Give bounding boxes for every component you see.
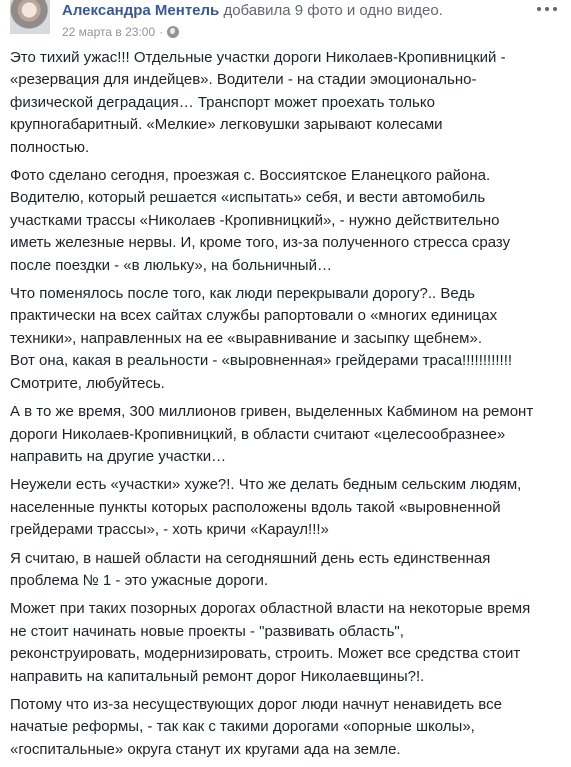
post-text-line: Потому что из-за несуществующих дорог люди начнут ненавидеть все xyxy=(10,695,502,713)
post-text-line: участками трассы «Николаев -Кропивницкий», - нужно действительно xyxy=(10,211,500,229)
post-paragraph xyxy=(10,694,558,761)
post-text-line: «госпитальные» округа станут их кругами ада на земле. xyxy=(10,740,401,758)
post-text-line: практически на всех сайтах службы рапортовали о «многих единицах xyxy=(10,307,498,325)
post-text-line: иметь железные нервы. И, кроме того, из-за полученного стресса сразу xyxy=(10,234,511,252)
post-text-line: крупногабаритный. «Мелкие» легковушки зарывают колесами xyxy=(10,116,443,134)
post-text-line: грейдерами трассы», - хоть кричи «Караул!!!» xyxy=(10,521,329,539)
post-text-line: техники», направленных на ее «выравнивание и засыпку щебнем». xyxy=(10,329,482,347)
post-paragraph xyxy=(10,598,558,688)
post-text-line: Неужели есть «участки» хуже?!. Что же делать бедным сельским людям, xyxy=(10,476,522,494)
post-text-line: Я считаю, в нашей области на сегодняшний день есть единственная xyxy=(10,549,491,567)
post-text-line: Смотрите, любуйтесь. xyxy=(10,374,165,392)
post-text xyxy=(10,47,558,767)
post-text-line: Фото сделано сегодня, проезжая с. Воссиятское Еланецкого района. xyxy=(10,167,491,185)
avatar[interactable] xyxy=(10,0,50,34)
author-name-link[interactable]: Александра Ментель xyxy=(62,2,220,19)
post-text-line: Что поменялось после того, как люди перекрывали дорогу?.. Ведь xyxy=(10,285,475,303)
post-text-line: А в то же время, 300 миллионов гривен, выделенных Кабмином на ремонт xyxy=(10,403,534,421)
post-text-line: направить на другие участки… xyxy=(10,447,227,465)
post-text-line: реконструировать, модернизировать, строить. Может все средства стоит xyxy=(10,645,521,663)
post-text-line: населенные пункты которых расположены вдоль такой «выровненной xyxy=(10,498,501,516)
post-paragraph xyxy=(10,548,558,593)
post-meta xyxy=(62,24,531,40)
post-text-line: «резервация для индейцев». Водители - на стадии эмоционально- xyxy=(10,71,477,89)
post-text-line: Водителю, который решается «испытать» себя, и вести автомобиль xyxy=(10,189,486,207)
post-text-line: направить на капитальный ремонт дорог Николаевщины?!. xyxy=(10,667,425,685)
author-line xyxy=(62,2,531,20)
post-text-line: Вот она, какая в реальности - «выровненная» грейдерами трасa!!!!!!!!!!!! xyxy=(10,352,513,370)
post-text-line: начатые реформы, - так как с такими дорогами «опорные школы», xyxy=(10,718,475,736)
timestamp-link[interactable]: 22 марта в 23:00 xyxy=(62,25,156,39)
meta-separator: · xyxy=(159,25,164,39)
post-header xyxy=(62,2,531,40)
more-options-icon[interactable] xyxy=(537,2,557,16)
post-text-line: дороги Николаев-Кропивницкий, в области считают «целесообразнее» xyxy=(10,425,506,443)
post-paragraph xyxy=(10,47,558,159)
post-paragraph xyxy=(10,283,558,395)
post-paragraph xyxy=(10,401,558,468)
post-text-line: после поездки - «в люльку», на больничный… xyxy=(10,256,332,274)
globe-icon xyxy=(167,26,179,38)
post-text-line: проблема № 1 - это ужасные дороги. xyxy=(10,571,269,589)
post-text-line: физической деградация… Транспорт может проехать только xyxy=(10,93,435,111)
post-text-line: Может при таких позорных дорогах областной власти на некоторые время xyxy=(10,600,531,618)
post-text-line: полностью. xyxy=(10,138,90,156)
post-text-line: Это тихий ужас!!! Отдельные участки дороги Николаев-Кропивницкий - xyxy=(10,49,506,66)
author-action-text: добавила 9 фото и одно видео. xyxy=(223,2,443,19)
post-paragraph xyxy=(10,165,558,277)
post-paragraph xyxy=(10,474,558,541)
post-text-line: не стоит начинать новые проекты - "развивать область", xyxy=(10,622,404,640)
